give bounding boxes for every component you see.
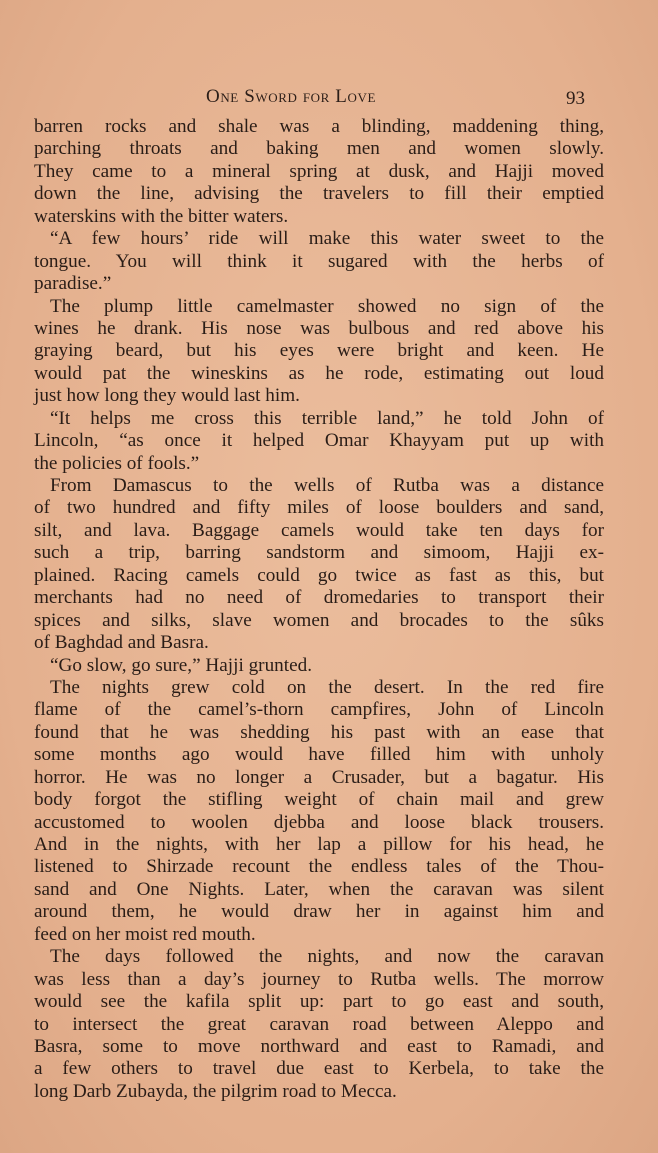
text-line: such a trip, barring sandstorm and simoom, Hajji ex- (34, 542, 604, 564)
text-line: They came to a mineral spring at dusk, and Hajji moved (34, 160, 604, 182)
text-line: of two hundred and fifty miles of loose boulders and sand, (34, 497, 604, 519)
text-line: around them, he would draw her in against him and (34, 901, 604, 923)
text-line: plained. Racing camels could go twice as fast as this, but (34, 564, 604, 586)
text-line: The plump little camelmaster showed no sign of the (50, 295, 604, 317)
text-line: barren rocks and shale was a blinding, maddening thing, (34, 116, 604, 137)
text-line: The nights grew cold on the desert. In the red fire (50, 676, 604, 698)
text-line: And in the nights, with her lap a pillow for his head, he (34, 834, 604, 855)
text-line: some months ago would have filled him with unholy (34, 744, 604, 766)
text-line: horror. He was no longer a Crusader, but a bagatur. His (34, 766, 604, 788)
text-line: the policies of fools.” (34, 452, 200, 474)
text-line: a few others to travel due east to Kerbela, to take the (34, 1058, 604, 1080)
text-line: “A few hours’ ride will make this water sweet to the (50, 228, 604, 250)
text-line: “Go slow, go sure,” Hajji grunted. (50, 654, 312, 676)
text-line: was less than a day’s journey to Rutba wells. The morrow (34, 968, 604, 990)
running-title: One Sword for Love (206, 86, 376, 107)
text-line: of Baghdad and Basra. (34, 632, 209, 654)
text-line: to intersect the great caravan road between Aleppo and (34, 1013, 604, 1035)
text-line: Basra, some to move northward and east to Ramadi, and (34, 1035, 604, 1057)
text-line: down the line, advising the travelers to fill their emptied (34, 183, 604, 205)
text-line: “It helps me cross this terrible land,” he told John of (50, 407, 604, 429)
text-line: accustomed to woolen djebba and loose black trousers. (34, 811, 604, 833)
text-line: would pat the wineskins as he rode, estimating out loud (34, 362, 604, 384)
text-line: waterskins with the bitter waters. (34, 205, 289, 227)
text-line: just how long they would last him. (34, 385, 300, 407)
text-line: paradise.” (34, 273, 112, 295)
text-line: Lincoln, “as once it helped Omar Khayyam put up with (34, 430, 604, 452)
text-line: flame of the camel’s-thorn campfires, John of Lincoln (34, 699, 604, 721)
text-line: body forgot the stifling weight of chain mail and grew (34, 789, 604, 811)
text-line: parching throats and baking men and women slowly. (34, 138, 604, 160)
text-line: graying beard, but his eyes were bright and keen. He (34, 340, 604, 362)
page-number: 93 (566, 88, 585, 109)
text-line: listened to Shirzade recount the endless tales of the Thou- (34, 856, 604, 878)
text-line: From Damascus to the wells of Rutba was a distance (50, 475, 604, 496)
text-line: sand and One Nights. Later, when the caravan was silent (34, 878, 604, 900)
text-line: long Darb Zubayda, the pilgrim road to Mecca. (34, 1080, 397, 1102)
text-line: The days followed the nights, and now the caravan (50, 946, 604, 968)
text-line: spices and silks, slave women and brocades to the sûks (34, 609, 604, 631)
text-line: wines he drank. His nose was bulbous and red above his (34, 317, 604, 339)
text-line: feed on her moist red mouth. (34, 923, 256, 945)
body-text (34, 116, 604, 1103)
text-line: found that he was shedding his past with an ease that (34, 721, 604, 743)
text-line: tongue. You will think it sugared with the herbs of (34, 250, 604, 272)
text-line: silt, and lava. Baggage camels would take ten days for (34, 519, 604, 541)
running-head (0, 84, 658, 114)
text-line: merchants had no need of dromedaries to transport their (34, 587, 604, 609)
text-line: would see the kafila split up: part to go east and south, (34, 991, 604, 1013)
